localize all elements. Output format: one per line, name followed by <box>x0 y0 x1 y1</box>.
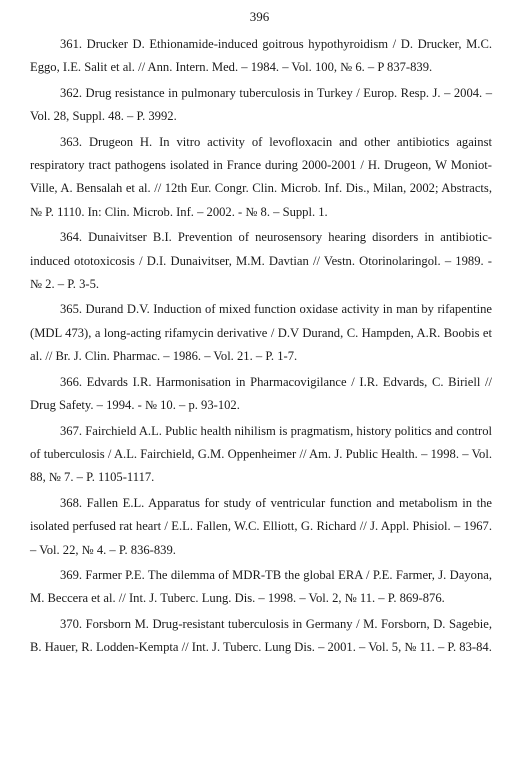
reference-item: 365. Durand D.V. Induction of mixed function oxidase activity in man by rifapentine (MDL 473), a long-acting rifamycin derivative / D.V Durand, C. Hampden, A.R. Boobis et al. // Br. J. Clin. Pharmac. – 1986. – Vol. 21. – P. 1-7. <box>30 302 492 364</box>
reference-list <box>30 33 492 662</box>
reference-item: 366. Edvards I.R. Harmonisation in Pharmacovigilance / I.R. Edvards, C. Biriell // Drug Safety. – 1994. - № 10. – p. 93-102. <box>30 374 492 413</box>
reference-item: 364. Dunaivitser B.I. Prevention of neurosensory hearing disorders in antibiotic-induced ototoxicosis / D.I. Dunaivitser, M.M. Davtian // Vestn. Otorinolaringol. – 1989. - № 2. – P. 3-5. <box>30 230 492 292</box>
reference-item: 367. Fairchield A.L. Public health nihilism is pragmatism, history politics and control of tuberculosis / A.L. Fairchield, G.M. Oppenheimer // Am. J. Public Health. – 1998. – Vol. 88, № 7. – P. 1105-1117. <box>30 423 492 485</box>
reference-item: 369. Farmer P.E. The dilemma of MDR-TB the global ERA / P.E. Farmer, J. Dayona, M. Beccera et al. // Int. J. Tuberc. Lung. Dis. – 1998. – Vol. 2, № 11. – P. 869-876. <box>30 567 492 606</box>
reference-item: 368. Fallen E.L. Apparatus for study of ventricular function and metabolism in the isolated perfused rat heart / E.L. Fallen, W.C. Elliott, G. Richard // J. Appl. Phisiol. – 1967. – Vol. 22, № 4. – P. 836-839. <box>30 495 492 557</box>
page-number: 396 <box>249 9 270 24</box>
reference-item: 362. Drug resistance in pulmonary tuberculosis in Turkey / Europ. Resp. J. – 2004. – Vol. 28, Suppl. 48. – P. 3992. <box>30 85 492 124</box>
reference-item: 363. Drugeon H. In vitro activity of levofloxacin and other antibiotics against respiratory tract pathogens isolated in France during 2000-2001 / H. Drugeon, W Moniot-Ville, A. Bensalah et al. // 12th Eur. Congr. Clin. Microb. Inf. Dis., Milan, 2002; Abstracts, № P. 1110. In: Clin. Microb. Inf. – 2002. - № 8. – Suppl. 1. <box>30 134 492 219</box>
reference-item: 370. Forsborn M. Drug-resistant tuberculosis in Germany / M. Forsborn, D. Sagebie, B. Hauer, R. Lodden-Kempta // Int. J. Tuberc. Lung Dis. – 2001. – Vol. 5, № 11. – P. 83-84. <box>30 616 492 655</box>
reference-item: 361. Drucker D. Ethionamide-induced goitrous hypothyroidism / D. Drucker, M.C. Eggo, I.E. Salit et al. // Ann. Intern. Med. – 1984. – Vol. 100, № 6. – P 837-839. <box>30 37 492 75</box>
